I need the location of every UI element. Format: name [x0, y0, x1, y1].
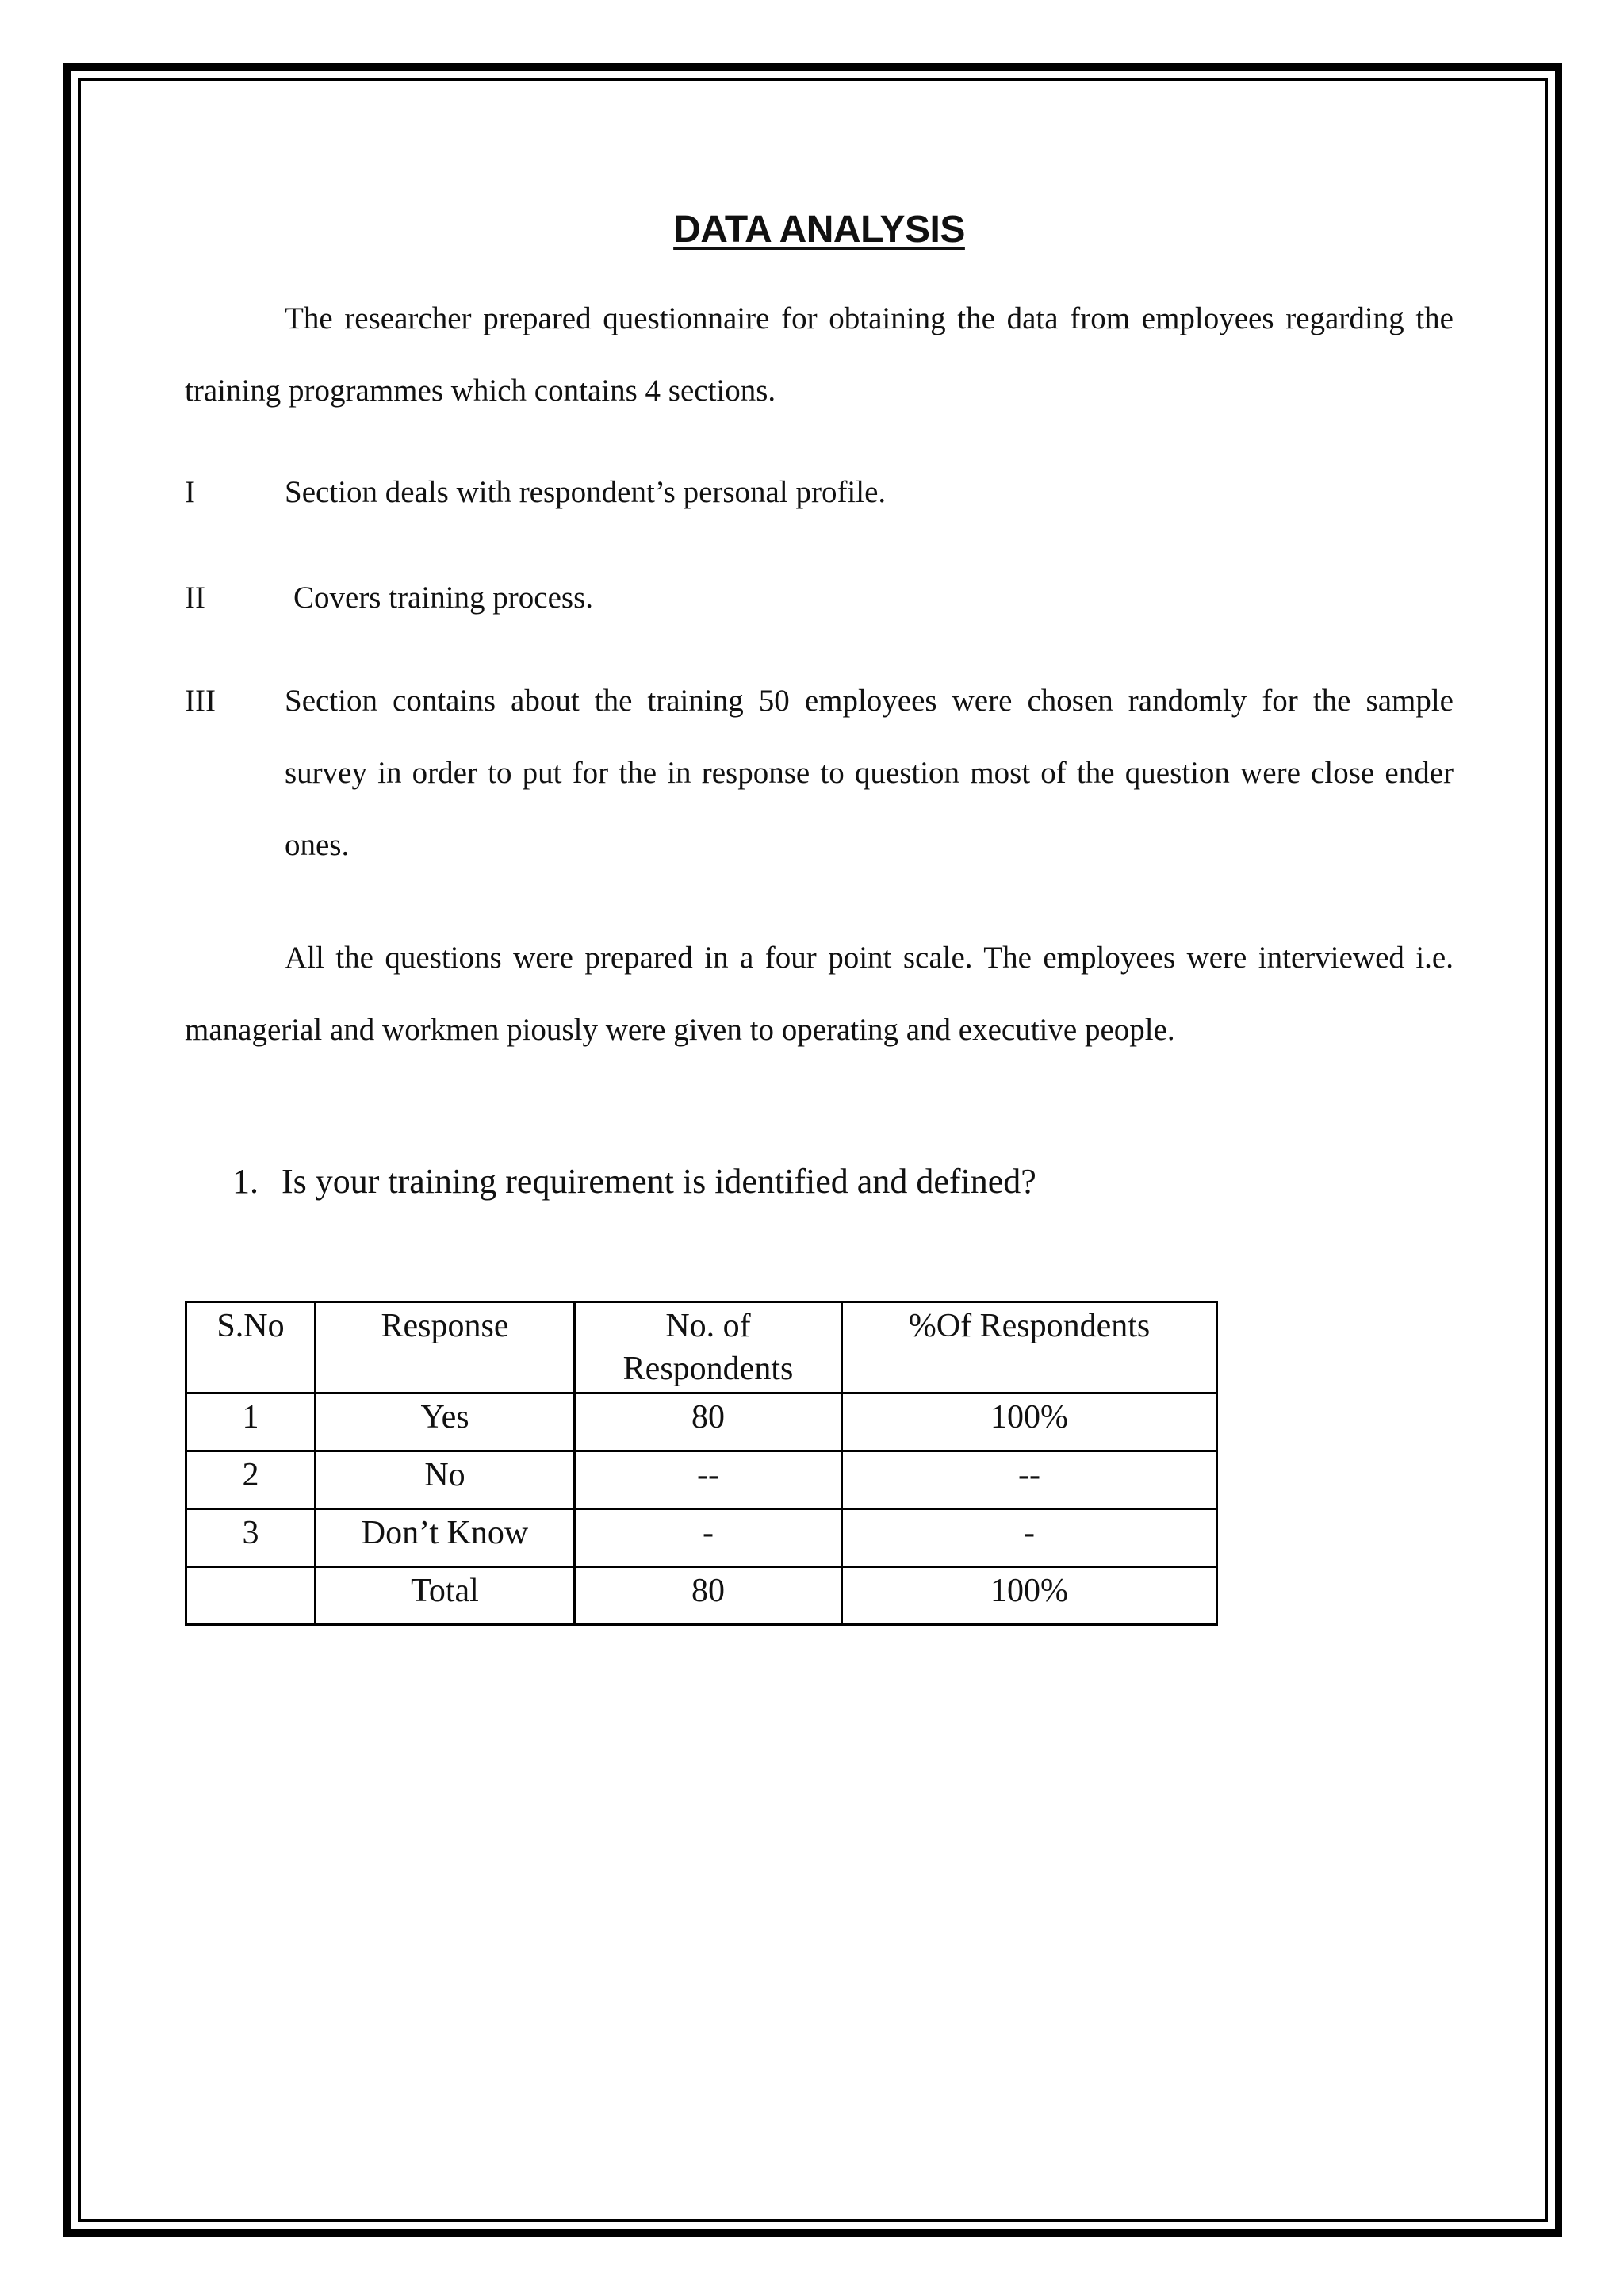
table-header-row: [186, 1302, 1217, 1393]
cell-count: -: [575, 1509, 842, 1567]
cell-response: Don’t Know: [316, 1509, 575, 1567]
cell-response: Yes: [316, 1393, 575, 1451]
question-number: 1.: [232, 1162, 259, 1201]
cell-count: 80: [575, 1393, 842, 1451]
response-table: [185, 1301, 1218, 1626]
cell-percent: -: [842, 1509, 1217, 1567]
table-row: [186, 1509, 1217, 1567]
scale-text: All the questions were prepared in a four point scale. The employees were interviewed i.e. managerial and workmen piously were given to operating and executive people.: [185, 941, 1454, 1047]
section-text: Covers training process.: [293, 581, 594, 615]
cell-percent: --: [842, 1451, 1217, 1509]
table-total-row: [186, 1567, 1217, 1625]
scale-paragraph: [185, 922, 1454, 1066]
section-text: Section contains about the training 50 employees were chosen randomly for the sample survey in order to put for the in response to question most of the question were close ender ones.: [285, 684, 1454, 862]
section-number: I: [185, 475, 195, 509]
intro-paragraph: [185, 282, 1454, 427]
header-sno: S.No: [186, 1302, 316, 1393]
cell-response: Total: [316, 1567, 575, 1625]
question-1: [232, 1158, 1036, 1205]
cell-sno: 1: [186, 1393, 316, 1451]
cell-sno: 3: [186, 1509, 316, 1567]
section-number: III: [185, 684, 216, 718]
cell-percent: 100%: [842, 1567, 1217, 1625]
header-no-of-respondents: No. of Respondents: [575, 1302, 842, 1393]
table-row: [186, 1451, 1217, 1509]
section-text: Section deals with respondent’s personal profile.: [285, 475, 887, 509]
intro-text: The researcher prepared questionnaire for obtaining the data from employees regarding the training programmes which contains 4 sections.: [185, 301, 1454, 408]
cell-sno: [186, 1567, 316, 1625]
page-title: DATA ANALYSIS: [673, 209, 965, 251]
question-text: Is your training requirement is identified and defined?: [282, 1162, 1036, 1201]
cell-sno: 2: [186, 1451, 316, 1509]
cell-percent: 100%: [842, 1393, 1217, 1451]
cell-count: 80: [575, 1567, 842, 1625]
cell-count: --: [575, 1451, 842, 1509]
cell-response: No: [316, 1451, 575, 1509]
header-response: Response: [316, 1302, 575, 1393]
table-row: [186, 1393, 1217, 1451]
section-number: II: [185, 581, 205, 615]
header-percent-respondents: %Of Respondents: [842, 1302, 1217, 1393]
